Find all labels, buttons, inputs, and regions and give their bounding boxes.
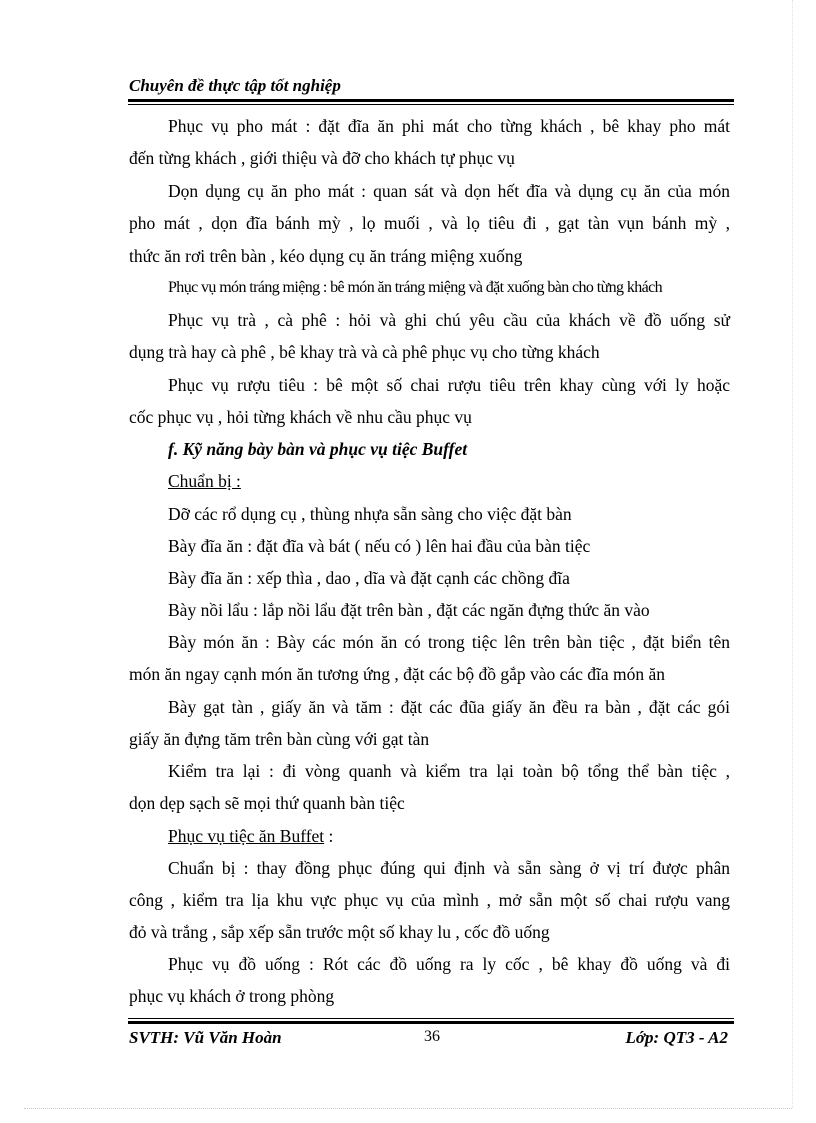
body-line: Bày đĩa ăn : xếp thìa , dao , dĩa và đặt cạnh các chồng đĩa [168, 568, 570, 588]
page-header-title: Chuyên đề thực tập tốt nghiệp [129, 76, 341, 95]
body-line: Chuẩn bị : thay đồng phục đúng qui định và sẵn sàng ở vị trí được phân [168, 858, 730, 878]
body-line: dụng trà hay cà phê , bê khay trà và cà phê phục vụ cho từng khách [129, 342, 600, 362]
body-line: Kiểm tra lại : đi vòng quanh và kiểm tra lại toàn bộ tổng thể bàn tiệc , [168, 761, 730, 781]
subheading-colon: : [324, 826, 334, 846]
body-line: món ăn ngay cạnh món ăn tương ứng , đặt các bộ đồ gắp vào các đĩa món ăn [129, 664, 666, 684]
section-heading: f. Kỹ năng bày bàn và phục vụ tiệc Buffet [168, 439, 468, 459]
page-border-right [792, 0, 793, 1108]
footer-rule-thin [128, 1018, 734, 1019]
body-line: Dỡ các rổ dụng cụ , thùng nhựa sẵn sàng cho việc đặt bàn [168, 504, 572, 524]
body-line: dọn dẹp sạch sẽ mọi thứ quanh bàn tiệc [129, 793, 405, 813]
subheading-text: Phục vụ tiệc ăn Buffet [168, 826, 325, 846]
body-line: Phục vụ pho mát : đặt đĩa ăn phi mát cho từng khách , bê khay pho mát [168, 116, 730, 136]
page-border-bottom [24, 1108, 792, 1109]
body-line: giấy ăn đựng tăm trên bàn cùng với gạt tàn [129, 729, 430, 749]
subheading-prepare [168, 470, 730, 492]
footer-class: Lớp: QT3 - A2 [625, 1028, 728, 1047]
body-line: phục vụ khách ở trong phòng [129, 986, 335, 1006]
body-line: thức ăn rơi trên bàn , kéo dụng cụ ăn tráng miệng xuống [129, 246, 523, 266]
body-line: Dọn dụng cụ ăn pho mát : quan sát và dọn hết đĩa và dụng cụ ăn của món [168, 181, 730, 201]
body-line: Phục vụ rượu tiêu : bê một số chai rượu tiêu trên khay cùng với ly hoặc [168, 375, 730, 395]
page-number: 36 [424, 1028, 440, 1045]
subheading-buffet [168, 825, 730, 847]
body-line: cốc phục vụ , hỏi từng khách về nhu cầu phục vụ [129, 407, 472, 427]
body-line: Phục vụ trà , cà phê : hỏi và ghi chú yêu cầu của khách về đồ uống sử [168, 310, 730, 330]
body-line: công , kiểm tra lịa khu vực phục vụ của mình , mở sẵn một số chai rượu vang [129, 890, 730, 910]
footer-student-name: SVTH: Vũ Văn Hoàn [129, 1028, 282, 1047]
header-rule-thick [128, 99, 734, 102]
body-line: Bày gạt tàn , giấy ăn và tăm : đặt các đũa giấy ăn đều ra bàn , đặt các gói [168, 697, 730, 717]
body-line: Bày món ăn : Bày các món ăn có trong tiệc lên trên bàn tiệc , đặt biển tên [168, 632, 730, 652]
body-line: Bày nồi lẩu : lắp nồi lẩu đặt trên bàn , đặt các ngăn đựng thức ăn vào [168, 600, 650, 620]
body-line: đỏ và trắng , sắp xếp sẵn trước một số khay lu , cốc đồ uống [129, 922, 550, 942]
body-line: Phục vụ đồ uống : Rót các đồ uống ra ly cốc , bê khay đồ uống và đi [168, 954, 730, 974]
body-line: Phục vụ món tráng miệng : bê món ăn tráng miệng và đặt xuống bàn cho từng khách [168, 279, 663, 296]
subheading-text: Chuẩn bị : [168, 471, 241, 491]
body-line: Bày đĩa ăn : đặt đĩa và bát ( nếu có ) lên hai đầu của bàn tiệc [168, 536, 591, 556]
header-rule-thin [128, 104, 734, 105]
footer-rule-thick [128, 1021, 734, 1024]
body-line: đến từng khách , giới thiệu và đỡ cho khách tự phục vụ [129, 148, 515, 168]
body-line: pho mát , dọn đĩa bánh mỳ , lọ muối , và lọ tiêu đi , gạt tàn vụn bánh mỳ , [129, 213, 730, 233]
